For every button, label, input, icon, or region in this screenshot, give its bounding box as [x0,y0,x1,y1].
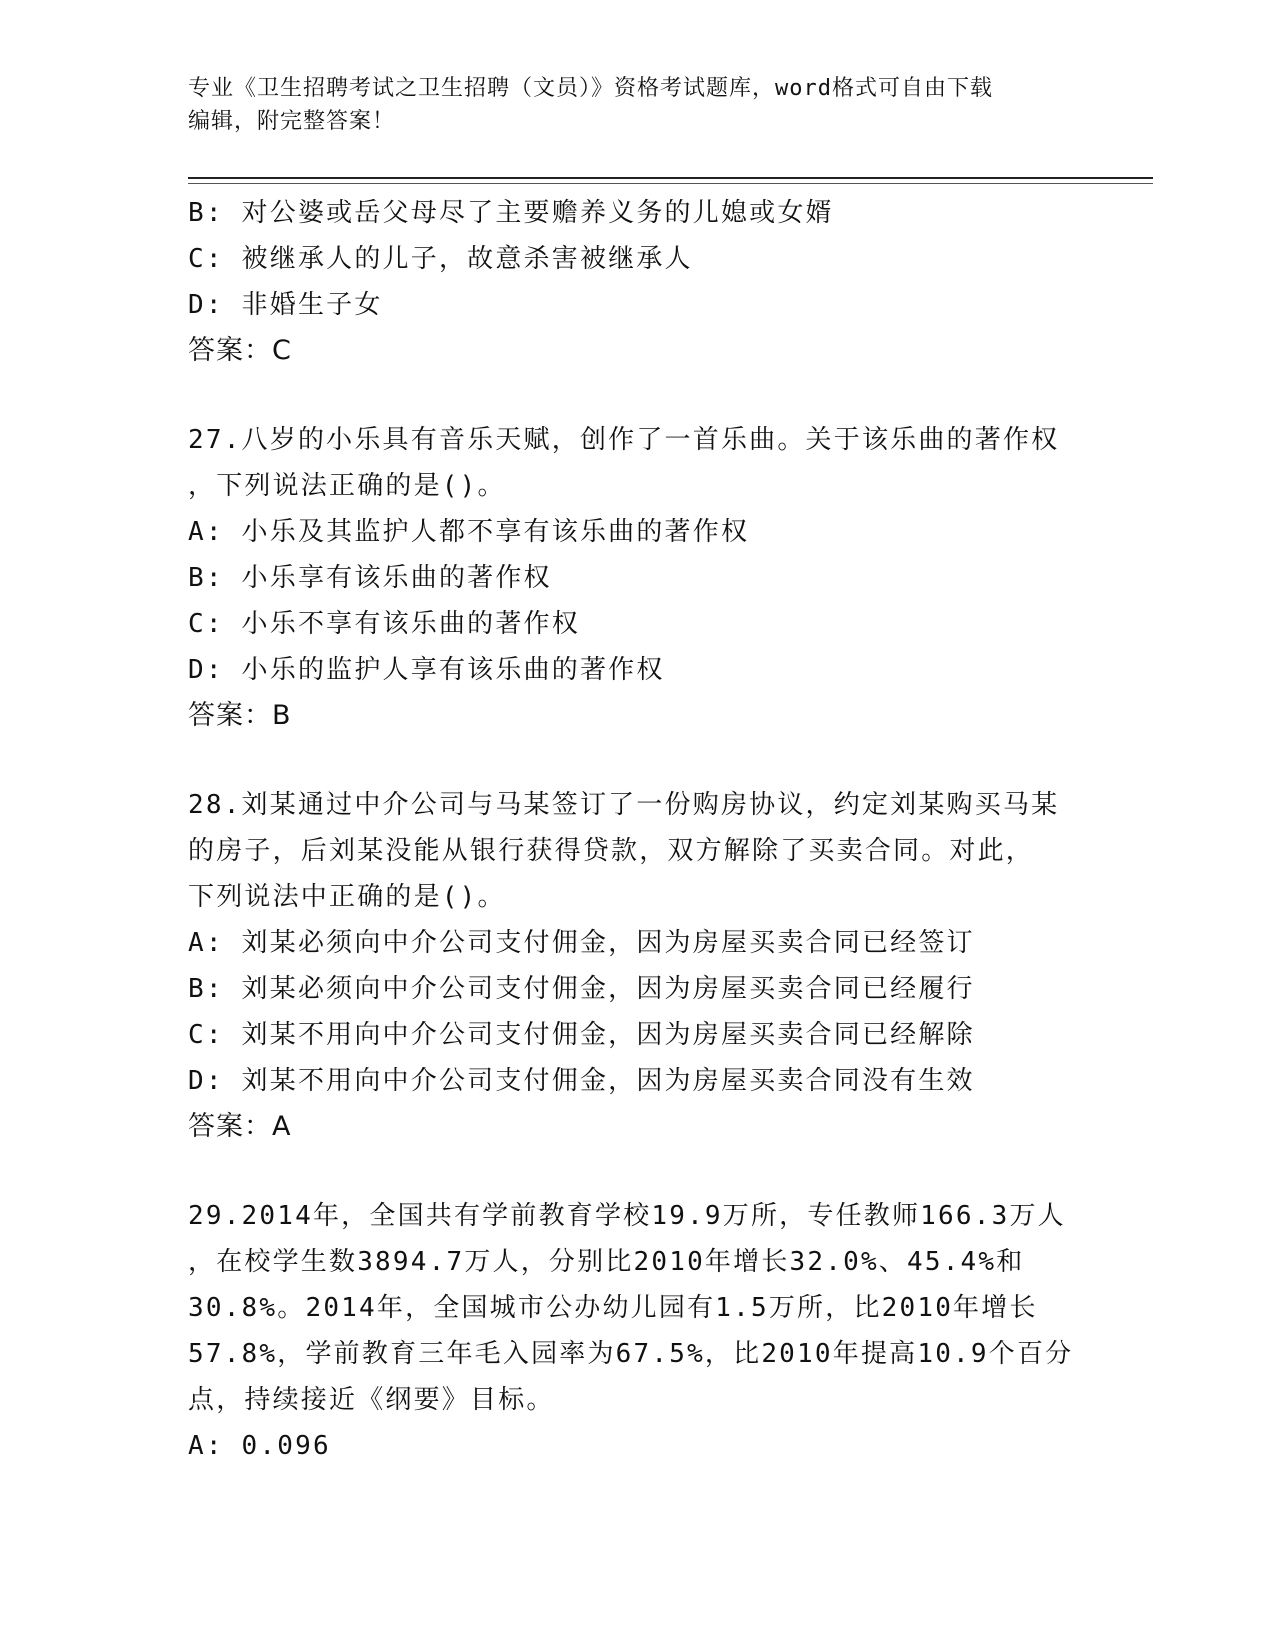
q26-option-b: B: 对公婆或岳父母尽了主要赡养义务的儿媳或女婿 [188,198,834,228]
spacer [188,1150,1128,1193]
q27-stem-line-1: 27.八岁的小乐具有音乐天赋，创作了一首乐曲。关于该乐曲的著作权 [188,425,1060,455]
q26-answer: 答案：C [188,335,292,366]
q28-stem-line-3: 下列说法中正确的是()。 [188,882,506,912]
q29-stem-line-3: 30.8%。2014年，全国城市公办幼儿园有1.5万所，比2010年增长 [188,1293,1038,1323]
q29-stem-line-4: 57.8%，学前教育三年毛入园率为67.5%，比2010年提高10.9个百分 [188,1339,1074,1369]
q29-stem-line-1: 29.2014年，全国共有学前教育学校19.9万所，专任教师166.3万人 [188,1201,1066,1231]
q28-answer: 答案：A [188,1111,292,1142]
q29-stem-line-2: ，在校学生数3894.7万人，分别比2010年增长32.0%、45.4%和 [188,1247,1025,1277]
q29-option-a: A: 0.096 [188,1431,331,1461]
spacer [188,374,1128,417]
document-header [188,72,1088,138]
q28-option-b: B: 刘某必须向中介公司支付佣金，因为房屋买卖合同已经履行 [188,974,975,1004]
q27-option-d: D: 小乐的监护人享有该乐曲的著作权 [188,655,665,685]
q26-option-c: C: 被继承人的儿子，故意杀害被继承人 [188,244,693,274]
header-line-2: 编辑，附完整答案！ [188,109,396,134]
header-divider-thin [188,183,1153,184]
q28-stem-line-1: 28.刘某通过中介公司与马某签订了一份购房协议，约定刘某购买马某 [188,790,1060,820]
q28-stem-line-2: 的房子，后刘某没能从银行获得贷款，双方解除了买卖合同。对此， [188,836,1035,866]
q28-option-c: C: 刘某不用向中介公司支付佣金，因为房屋买卖合同已经解除 [188,1020,975,1050]
q27-option-c: C: 小乐不享有该乐曲的著作权 [188,609,580,639]
q26-option-d: D: 非婚生子女 [188,290,383,320]
q27-option-b: B: 小乐享有该乐曲的著作权 [188,563,552,593]
header-line-1: 专业《卫生招聘考试之卫生招聘（文员）》资格考试题库，word格式可自由下载 [188,76,993,101]
q27-option-a: A: 小乐及其监护人都不享有该乐曲的著作权 [188,517,750,547]
question-27-block [188,417,1128,739]
question-29-block [188,1193,1128,1469]
q27-answer: 答案：B [188,700,292,731]
q29-stem-line-5: 点，持续接近《纲要》目标。 [188,1385,555,1415]
document-body [188,190,1128,1469]
header-divider-thick [188,177,1153,179]
spacer [188,739,1128,782]
q28-option-a: A: 刘某必须向中介公司支付佣金，因为房屋买卖合同已经签订 [188,928,975,958]
q27-stem-line-2: ，下列说法正确的是()。 [188,471,506,501]
q28-option-d: D: 刘某不用向中介公司支付佣金，因为房屋买卖合同没有生效 [188,1066,975,1096]
question-28-block [188,782,1128,1150]
question-26-block [188,190,1128,374]
